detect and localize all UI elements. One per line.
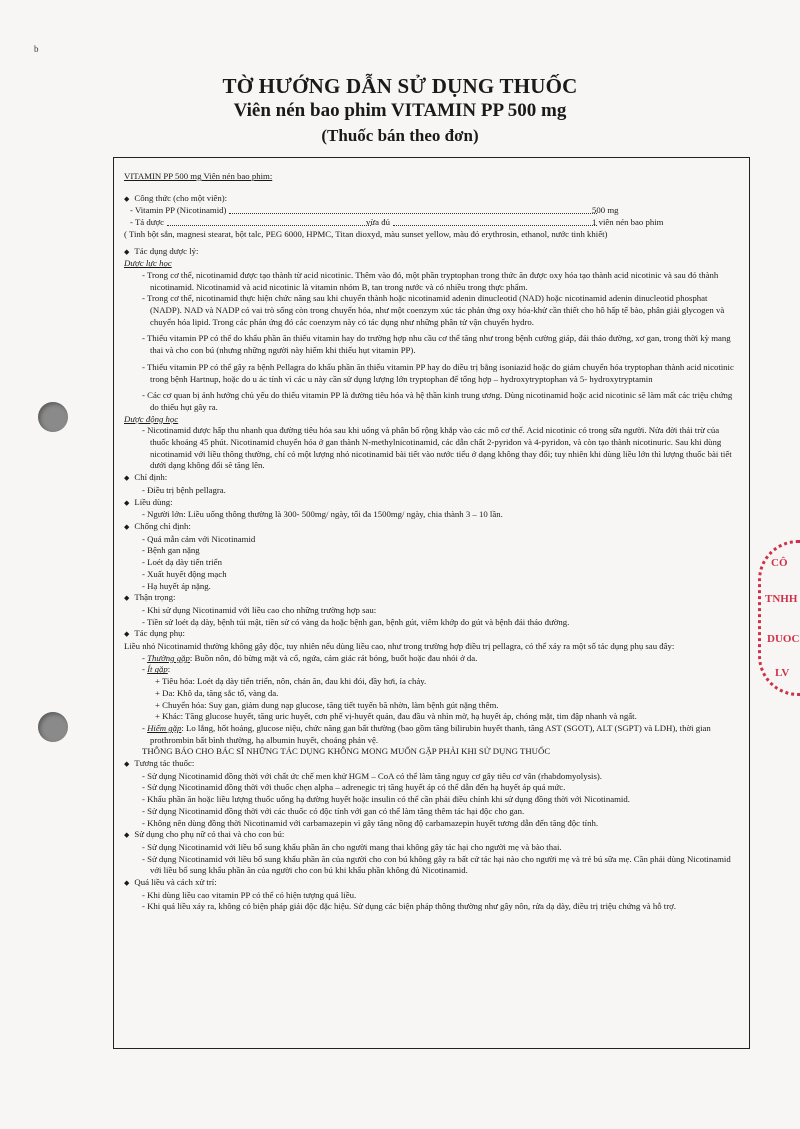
list-item: - Khi dùng liều cao vitamin PP có thể có hiện tượng quá liều. <box>142 889 357 900</box>
pk-para: - Nicotinamid được hấp thu nhanh qua đường tiêu hóa sau khi uống và phân bố rộng khắp vào các mô cơ thể. Acid nicotinic có trong sữa người. Nửa đời thải trừ của thuốc khoảng 45 phút. Nicotinamid chuyển hóa ở gan thành N-methylnicotinamid, các dẫn chất 2-pyridon và 4-pyridon, và còn tạo thành nicotinuric. Sau khi dùng nicotinamid với liều thông thường, chỉ có một lượng nhỏ nicotinamid bài tiết vào nước tiểu ở dạng không thay đổi; tuy nhiên khi dùng liều lớn thì lượng thuốc bài tiết dưới dạng không đổi sẽ tăng lên. <box>142 425 732 471</box>
product-line: VITAMIN PP 500 mg Viên nén bao phim: <box>124 171 273 181</box>
list-item: - Không nên dùng đồng thời Nicotinamid với carbamazepin vì gây tăng nồng độ carbamazepin huyết tương dẫn đến tăng độc tính. <box>142 817 599 828</box>
section-pharmacology: ◆ Tác dụng dược lý: <box>124 246 740 259</box>
composition-row-active: - Vitamin PP (Nicotinamid) 500 mg <box>130 205 619 216</box>
section-caution: ◆ Thận trọng: <box>124 592 740 605</box>
red-stamp: CÔ TNHH DUOC LV <box>758 540 800 696</box>
pd-para: - Các cơ quan bị ảnh hưởng chủ yếu do thiếu vitamin PP là đường tiêu hóa và hệ thần kinh trung ương. Dùng nicotinamid hoặc acid nicotinic sẽ làm mất các triệu chứng do thiếu hụt gây ra. <box>142 390 733 412</box>
section-contraindication: ◆ Chống chỉ định: <box>124 521 740 534</box>
doc-subtitle: Viên nén bao phim VITAMIN PP 500 mg <box>233 100 567 121</box>
list-item: - Bệnh gan nặng <box>142 545 200 556</box>
pharmacodynamics-title: Dược lực học <box>124 258 172 269</box>
section-pregnancy: ◆ Sử dụng cho phụ nữ có thai và cho con bú: <box>124 829 740 842</box>
punch-hole-bottom <box>38 712 68 742</box>
list-item: - Sử dụng Nicotinamid đồng thời với chất ức chế men khử HGM – CoA có thể làm tăng nguy cơ gây tiêu cơ vân (rhabdomyolysis). <box>142 770 602 781</box>
doc-title: TỜ HƯỚNG DẪN SỬ DỤNG THUỐC <box>222 74 578 98</box>
list-item: - Khi quá liều xảy ra, không có biện pháp giải độc đặc hiệu. Sử dụng các biện pháp thông thường như gây nôn, rửa dạ dày, điều trị triệu chứng và hỗ trợ. <box>142 901 676 912</box>
pd-para: - Trong cơ thể, nicotinamid thực hiện chức năng sau khi chuyển thành hoặc nicotinamid adenin dinucleotid (NAD) hoặc nicotinamid adenin dinucleotid phosphat (NADP). NAD và NADP có vai trò sống còn trong chuyển hóa, như một coenzym xúc tác phản ứng oxy hóa-khử cần thiết cho hô hấp tế bào, phân giải glycogen và chuyển hóa lipid. Trong các phản ứng đó các coenzym này có tác dụng như những phân tử vận chuyển hydro. <box>142 293 725 327</box>
pharmacokinetics-title: Dược động học <box>124 413 179 424</box>
list-item: - Hạ huyết áp nặng. <box>142 580 211 591</box>
list-item: - Sử dụng Nicotinamid đồng thời với các thuốc có độc tính với gan có thể làm tăng thêm tác hại độc cho gan. <box>142 805 525 816</box>
composition-row-excipient: - Tá dược vừa đủ 1 viên nén bao phim <box>130 217 664 228</box>
pd-para: - Thiếu vitamin PP có thể do khẩu phần ăn thiếu vitamin hay do trường hợp nhu cầu cơ thể tăng như trong bệnh cường giáp, đái tháo đường, xơ gan, trong thời kỳ mang thai và cho con bú (nhưng những người này hiếm khi thiếu hụt vitamin PP). <box>142 333 731 356</box>
pd-para: - Trong cơ thể, nicotinamid được tạo thành từ acid nicotinic. Thêm vào đó, một phần tryptophan trong thức ăn được oxy hóa tạo thành acid nicotinic và sau đó thành nicotinamid. Nicotinamid và acid nicotinic là vitamin nhóm B, tan trong nước và có nhiều trong thực phẩm. <box>142 269 719 292</box>
punch-hole-top <box>38 402 68 432</box>
side-common: - Thường gặp: Buồn nôn, đỏ bừng mặt và cổ, ngứa, cảm giác rát bỏng, buốt hoặc đau nhói ở da. <box>142 652 478 663</box>
side-effects-intro: Liều nhỏ Nicotinamid thường không gây độc, tuy nhiên nếu dùng liều cao, như trong trường hợp điều trị pellagra, có thể xảy ra một số tác dụng phụ sau đây: <box>124 641 675 652</box>
list-item: - Người lớn: Liều uống thông thường là 300- 500mg/ ngày, tối đa 1500mg/ ngày, chia thành 3 – 10 lần. <box>142 509 503 520</box>
list-item: - Sử dụng Nicotinamid với liều bổ sung khẩu phần ăn cho người mang thai không gây tác hại cho người mẹ và bào thai. <box>142 841 562 852</box>
pd-para: - Thiếu vitamin PP có thể gây ra bệnh Pellagra do khẩu phần ăn thiếu vitamin PP hay do điều trị bằng isoniazid hoặc do giảm chuyển hóa tryptophan thành acid nicotinic trong bệnh Hartnup, hoặc do u ác tính vì các u này cần sử dụng lượng lớn tryptophan để tổng hợp – hydroxytryptophan và 5- hydroxytryptamin <box>142 361 734 384</box>
list-item: - Khẩu phần ăn hoặc liều lượng thuốc uống hạ đường huyết hoặc insulin có thể cần phải điều chỉnh khi sử dụng đồng thời với Nicotinamid. <box>142 794 630 805</box>
doc-prescription-note: (Thuốc bán theo đơn) <box>321 126 479 145</box>
list-item: - Sử dụng Nicotinamid đồng thời với thuốc chẹn alpha – adrenegic trị tăng huyết áp có thể dẫn đến hạ huyết áp quá mức. <box>142 782 566 793</box>
section-composition: ◆ Công thức (cho một viên): <box>124 193 740 206</box>
list-item: - Quá mẫn cảm với Nicotinamid <box>142 533 256 544</box>
list-item: - Xuất huyết động mạch <box>142 568 227 579</box>
excipients-list: ( Tinh bột sắn, magnesi stearat, bột talc, PEG 6000, HPMC, Titan dioxyd, màu sunset yellow, màu đỏ erythrosin, ethanol, nước tinh khiết) <box>124 228 608 239</box>
section-side-effects: ◆ Tác dụng phụ: <box>124 628 740 641</box>
list-item: + Da: Khô da, tăng sắc tố, vàng da. <box>155 687 279 698</box>
list-item: - Sử dụng Nicotinamid với liều bổ sung khẩu phần ăn của người cho con bú không gây ra bất cứ tác hại nào cho người mẹ và trẻ bú sữa mẹ. Cần phải dùng Nicotinamid với liều bổ sung khẩu phần ăn của người cho con bú khi khẩu phần không đủ Nicotinamid. <box>142 853 731 876</box>
section-overdose: ◆ Quá liều và cách xử trí: <box>124 877 740 890</box>
side-rare: - Hiếm gặp: Lo lắng, hốt hoảng, glucose niệu, chức năng gan bất thường (bao gồm tăng bilirubin huyết thanh, tăng AST (SGOT), ALT (SGPT) và LDH), thời gian prothrombin bất bình thường, hạ albumin huyết, choáng phản vệ. <box>142 722 711 745</box>
side-uncommon-label: - Ít gặp: <box>142 664 171 675</box>
list-item: - Điều trị bệnh pellagra. <box>142 484 226 495</box>
list-item: - Tiền sử loét dạ dày, bệnh túi mật, tiền sử có vàng da hoặc bệnh gan, bệnh gút, viêm khớp do gút và bệnh đái tháo đường. <box>142 616 570 627</box>
leaflet-content-box <box>113 157 750 1049</box>
side-effects-notice: THÔNG BÁO CHO BÁC SĨ NHỮNG TÁC DỤNG KHÔNG MONG MUỐN GẶP PHẢI KHI SỬ DỤNG THUỐC <box>142 746 551 757</box>
section-dosage: ◆ Liều dùng: <box>124 497 740 510</box>
list-item: - Khi sử dụng Nicotinamid với liều cao cho những trường hợp sau: <box>142 604 377 615</box>
corner-mark: b <box>34 44 39 54</box>
list-item: + Khác: Tăng glucose huyết, tăng uric huyết, cơn phế vị-huyết quản, đau đầu và nhìn mờ, hạ huyết áp, chóng mặt, tim đập nhanh và ngất. <box>155 711 637 722</box>
list-item: + Tiêu hóa: Loét dạ dày tiến triển, nôn, chán ăn, đau khi đói, đầy hơi, ỉa chảy. <box>155 676 427 687</box>
list-item: + Chuyển hóa: Suy gan, giảm dung nạp glucose, tăng tiết tuyến bã nhờn, làm bệnh gút nặng thêm. <box>155 699 499 710</box>
section-interactions: ◆ Tương tác thuốc: <box>124 758 740 771</box>
list-item: - Loét dạ dày tiến triển <box>142 557 222 568</box>
section-indication: ◆ Chỉ định: <box>124 472 740 485</box>
